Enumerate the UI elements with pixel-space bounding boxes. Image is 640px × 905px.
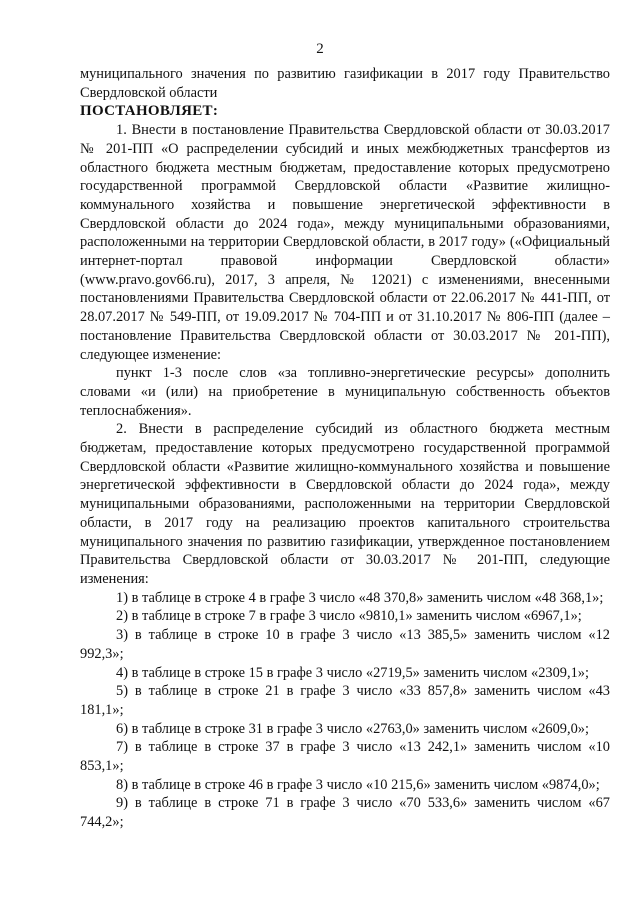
change-item: 6) в таблице в строке 31 в графе 3 число «2763,0» заменить числом «2609,0»; <box>116 720 589 737</box>
change-item: 7) в таблице в строке 37 в графе 3 число «13 242,1» заменить числом «10 853,1»; <box>80 739 610 775</box>
document-body <box>80 65 610 832</box>
clause-1-point: пункт 1-3 после слов «за топливно-энергетические ресурсы» дополнить словами «и (или) на приобретение в муниципальную собственность объектов теплоснабжения». <box>80 365 610 419</box>
intro-paragraph: муниципального значения по развитию газификации в 2017 году Правительство Свердловской области <box>80 66 610 101</box>
change-item: 9) в таблице в строке 71 в графе 3 число «70 533,6» заменить числом «67 744,2»; <box>80 795 610 831</box>
change-item: 2) в таблице в строке 7 в графе 3 число «9810,1» заменить числом «6967,1»; <box>116 608 582 625</box>
page-number: 2 <box>316 41 324 57</box>
change-item: 8) в таблице в строке 46 в графе 3 число «10 215,6» заменить числом «9874,0»; <box>116 776 600 793</box>
clause-2: 2. Внести в распределение субсидий из областного бюджета местным бюджетам, предоставление которых предусмотрено государственной программой Свердловской области «Развитие жилищно-коммунального хозяйства и повышение энергетической эффективности в Свердловской области до 2024 года», между муниципальными образованиями, расположенными на территории Свердловской области, в 2017 году на реализацию проектов капитального строительства муниципального значения по развитию газификации, утвержденное постановлением Правительства Свердловской области от 30.03.2017 № 201-ПП, следующие изменения: <box>80 421 610 587</box>
decree-heading: ПОСТАНОВЛЯЕТ: <box>80 103 219 120</box>
change-item: 4) в таблице в строке 15 в графе 3 число «2719,5» заменить числом «2309,1»; <box>116 664 589 681</box>
change-item: 3) в таблице в строке 10 в графе 3 число «13 385,5» заменить числом «12 992,3»; <box>80 627 610 662</box>
change-item: 5) в таблице в строке 21 в графе 3 число «33 857,8» заменить числом «43 181,1»; <box>80 683 610 718</box>
change-item: 1) в таблице в строке 4 в графе 3 число «48 370,8» заменить числом «48 368,1»; <box>116 589 604 606</box>
clause-1: 1. Внести в постановление Правительства Свердловской области от 30.03.2017 № 201-ПП «О распределении субсидий и иных межбюджетных трансфертов из областного бюджета местным бюджетам, предоставление которых предусмотрено государственной программой Свердловской области «Развитие жилищно-коммунального хозяйства и повышение энергетической эффективности в Свердловской области до 2024 года», между муниципальными образованиями, расположенными на территории Свердловской области, в 2017 году» («Официальный интернет-портал правовой информации Свердловской области» (www.pravo.gov66.ru), 2017, 3 апреля, № 12021) с изменениями, внесенными постановлениями Правительства Свердловской области от 22.06.2017 № 441-ПП, от 28.07.2017 № 549-ПП, от 19.09.2017 № 704-ПП и от 31.10.2017 № 806-ПП (далее – постановление Правительства Свердловской области от 30.03.2017 № 201-ПП), следующее изменение: <box>80 122 610 363</box>
